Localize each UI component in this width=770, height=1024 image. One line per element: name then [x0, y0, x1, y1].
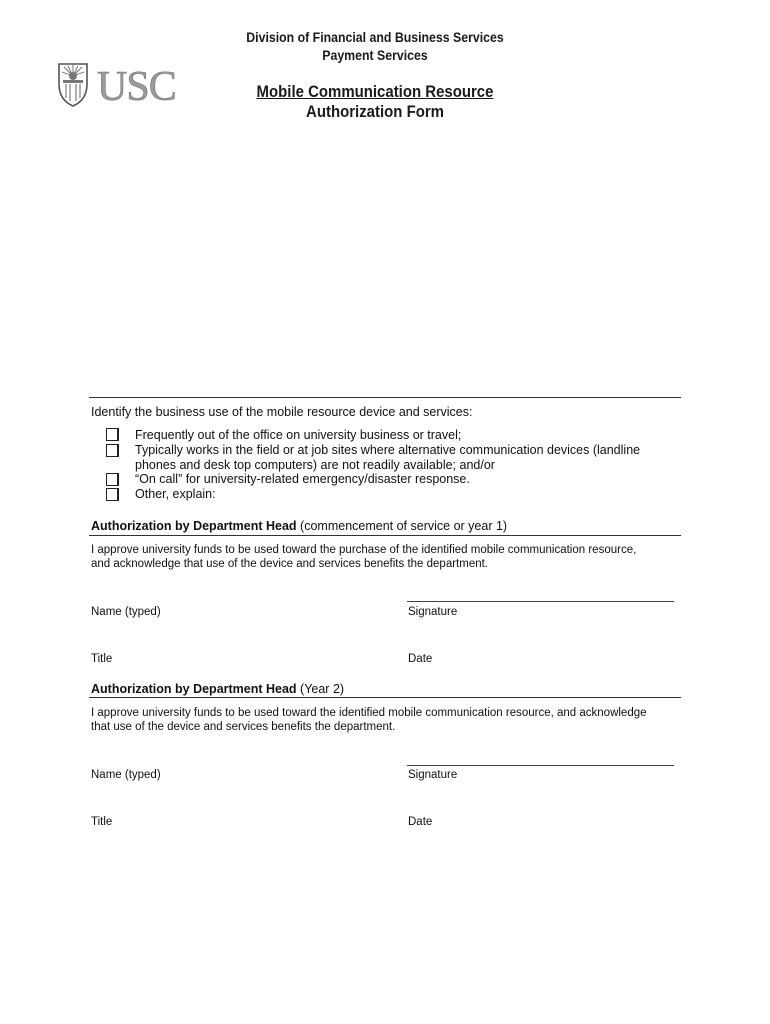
auth1-divider	[89, 535, 681, 536]
section-divider	[89, 397, 681, 398]
business-use-prompt: Identify the business use of the mobile resource device and services:	[91, 405, 473, 419]
auth2-signature-label: Signature	[408, 769, 458, 781]
option-frequent-travel: Frequently out of the office on university business or travel;	[135, 428, 462, 442]
auth1-name-label: Name (typed)	[91, 606, 161, 618]
auth1-text-line1: I approve university funds to be used toward the purchase of the identified mobile communication resource,	[91, 544, 637, 556]
option-field-work: Typically works in the field or at job sites where alternative communication devices (landline	[135, 443, 641, 457]
auth1-title-label: Title	[91, 653, 113, 665]
svg-text:USC: USC	[97, 64, 176, 108]
form-title-line2: Authorization Form	[306, 102, 444, 121]
auth2-signature-line[interactable]	[407, 765, 674, 766]
auth2-name-label: Name (typed)	[91, 769, 161, 781]
payment-services-title: Payment Services	[322, 47, 428, 63]
option-other: Other, explain:	[135, 487, 216, 501]
checkbox-frequent-travel[interactable]	[106, 428, 119, 441]
checkbox-field-work[interactable]	[106, 444, 119, 457]
auth2-date-label: Date	[408, 816, 433, 828]
auth1-signature-line[interactable]	[407, 601, 674, 602]
auth1-text-line2: and acknowledge that use of the device and services benefits the department.	[91, 558, 489, 570]
auth2-text-line2: that use of the device and services benefits the department.	[91, 721, 396, 733]
auth1-heading	[91, 519, 507, 533]
auth2-divider	[89, 697, 681, 698]
auth2-heading-rest: (Year 2)	[296, 682, 345, 696]
usc-seal-icon	[55, 58, 190, 108]
auth1-signature-label: Signature	[408, 606, 458, 618]
option-field-work-continuation: phones and desk top computers) are not readily available; and/or	[135, 458, 495, 472]
auth2-text-line1: I approve university funds to be used toward the identified mobile communication resource, and acknowledge	[91, 707, 647, 719]
auth1-heading-rest: (commencement of service or year 1)	[296, 519, 508, 533]
auth1-heading-bold: Authorization by Department Head	[91, 519, 297, 533]
option-on-call: “On call” for university-related emergency/disaster response.	[135, 472, 470, 486]
checkbox-other[interactable]	[106, 488, 119, 501]
usc-logo	[55, 58, 190, 108]
division-title: Division of Financial and Business Services	[246, 29, 504, 45]
auth2-title-label: Title	[91, 816, 113, 828]
auth2-heading-bold: Authorization by Department Head	[91, 682, 297, 696]
form-title-line1: Mobile Communication Resource	[256, 82, 494, 101]
checkbox-on-call[interactable]	[106, 473, 119, 486]
auth2-heading	[91, 682, 344, 696]
auth1-date-label: Date	[408, 653, 433, 665]
